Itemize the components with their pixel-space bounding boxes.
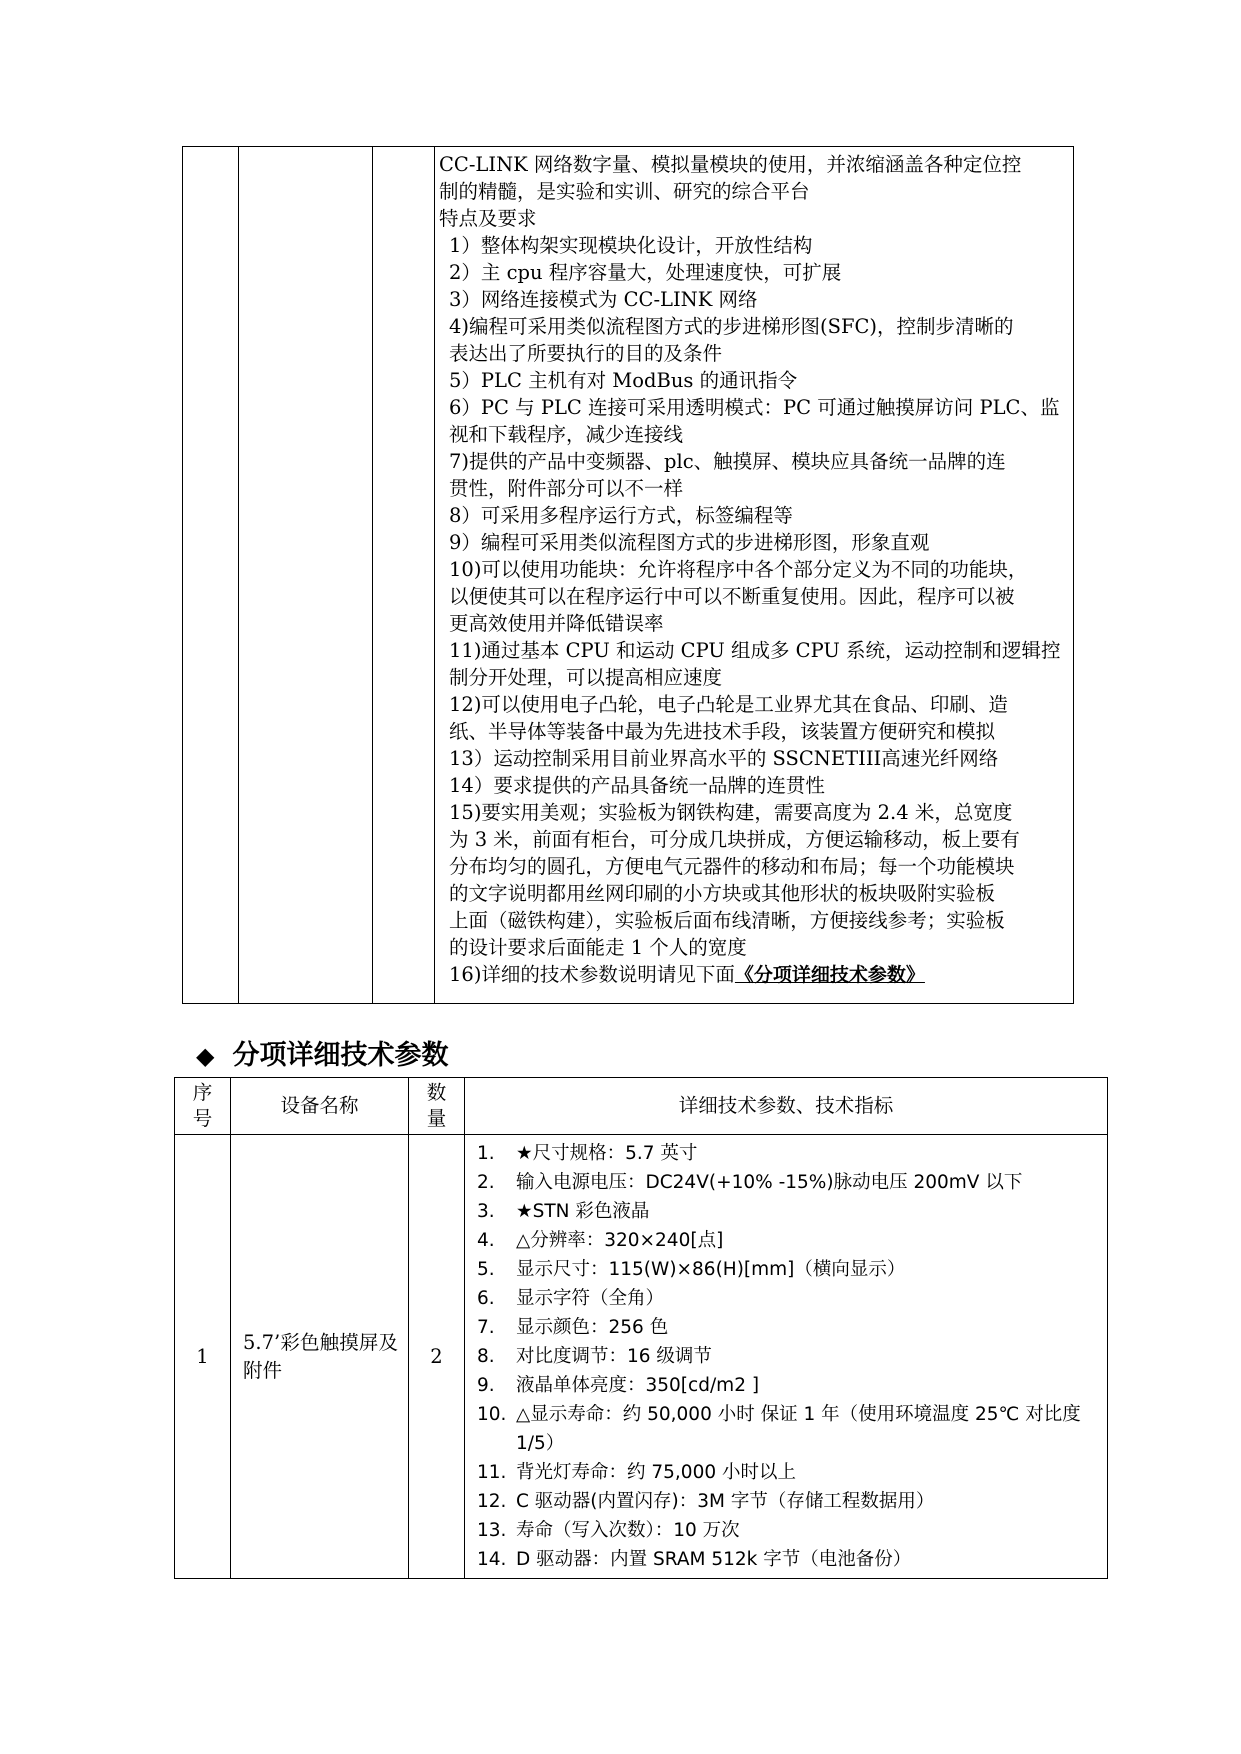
- feature-line: 的设计要求后面能走 1 个人的宽度: [449, 936, 747, 959]
- feature-line: 8）可采用多程序运行方式，标签编程等: [449, 504, 793, 527]
- feature-line: 12)可以使用电子凸轮，电子凸轮是工业界尤其在食品、印刷、造: [449, 693, 1008, 716]
- list-item: [477, 1516, 1103, 1545]
- param-number: 6.: [477, 1288, 495, 1309]
- param-text: 对比度调节：16 级调节: [516, 1346, 712, 1367]
- param-text: △显示寿命：约 50,000 小时 保证 1 年（使用环境温度 25℃ 对比度 1/5）: [516, 1404, 1081, 1454]
- header-row: [175, 1078, 1108, 1135]
- param-number: 14.: [477, 1549, 507, 1570]
- feature-line: 分布均匀的圆孔，方便电气元器件的移动和布局；每一个功能模块: [449, 855, 1015, 878]
- param-text: 显示字符（全角）: [516, 1288, 665, 1309]
- feature-line: 14）要求提供的产品具备统一品牌的连贯性: [449, 774, 825, 797]
- detail-spec-table: [174, 1077, 1108, 1579]
- feature-line: 11)通过基本 CPU 和运动 CPU 组成多 CPU 系统，运动控制和逻辑控: [449, 639, 1061, 662]
- param-number: 4.: [477, 1230, 495, 1251]
- intro-line: 制的精髓，是实验和实训、研究的综合平台: [439, 180, 810, 203]
- list-item: [477, 1545, 1103, 1574]
- continued-spec-table: [182, 146, 1074, 1004]
- param-text: 寿命（写入次数）：10 万次: [516, 1520, 740, 1541]
- feature-line: 4)编程可采用类似流程图方式的步进梯形图(SFC)，控制步清晰的: [449, 315, 1014, 338]
- list-item: [477, 1255, 1103, 1284]
- param-text: 液晶单体亮度：350[cd/m2 ]: [516, 1375, 760, 1396]
- params-list: [477, 1139, 1103, 1574]
- header-qty: 数量: [409, 1078, 465, 1135]
- list-item: [477, 1487, 1103, 1516]
- param-text: △分辨率：320×240[点]: [516, 1230, 724, 1251]
- feature-line: 制分开处理，可以提高相应速度: [449, 666, 723, 689]
- param-text: ★STN 彩色液晶: [516, 1201, 650, 1222]
- param-text: 显示颜色：256 色: [516, 1317, 669, 1338]
- param-text: 显示尺寸：115(W)×86(H)[mm]（横向显示）: [516, 1259, 906, 1280]
- section-heading: [196, 1038, 448, 1074]
- section-title: 分项详细技术参数: [232, 1040, 449, 1071]
- param-number: 1.: [477, 1143, 495, 1164]
- header-name: 设备名称: [231, 1078, 409, 1135]
- feature-line: 2）主 cpu 程序容量大，处理速度快，可扩展: [449, 261, 842, 284]
- list-item: [477, 1197, 1103, 1226]
- header-seq: 序号: [175, 1078, 231, 1135]
- description-cell: [435, 147, 1074, 1004]
- param-text: 背光灯寿命：约 75,000 小时以上: [516, 1462, 796, 1483]
- param-number: 8.: [477, 1346, 495, 1367]
- feature-16-text: 16)详细的技术参数说明请见下面: [449, 963, 735, 986]
- diamond-bullet-icon: ◆: [196, 1042, 215, 1070]
- param-number: 11.: [477, 1462, 507, 1483]
- features-list: [439, 232, 1069, 961]
- feature-line: 表达出了所要执行的目的及条件: [449, 342, 723, 365]
- feature-line: 以便使其可以在程序运行中可以不断重复使用。因此，程序可以被: [449, 585, 1015, 608]
- list-item: [477, 1371, 1103, 1400]
- list-item: [477, 1313, 1103, 1342]
- list-item: [477, 1139, 1103, 1168]
- param-text: D 驱动器：内置 SRAM 512k 字节（电池备份）: [516, 1549, 912, 1570]
- feature-line: 1）整体构架实现模块化设计，开放性结构: [449, 234, 813, 257]
- param-text: C 驱动器(内置闪存)：3M 字节（存储工程数据用）: [516, 1491, 935, 1512]
- spec-reference-link[interactable]: 《分项详细技术参数》: [734, 964, 925, 986]
- feature-line: 15)要实用美观；实验板为钢铁构建，需要高度为 2.4 米，总宽度: [449, 801, 1013, 824]
- param-text: ★尺寸规格：5.7 英寸: [516, 1143, 698, 1164]
- feature-line: 为 3 米，前面有柜台，可分成几块拼成，方便运输移动，板上要有: [449, 828, 1020, 851]
- param-number: 5.: [477, 1259, 495, 1280]
- name-cell-empty: [239, 147, 373, 1004]
- feature-line: 9）编程可采用类似流程图方式的步进梯形图，形象直观: [449, 531, 930, 554]
- feature-line: 3）网络连接模式为 CC-LINK 网络: [449, 288, 758, 311]
- feature-line: 贯性，附件部分可以不一样: [449, 477, 684, 500]
- param-number: 13.: [477, 1520, 507, 1541]
- quantity-cell: 2: [409, 1135, 465, 1579]
- features-title: 特点及要求: [439, 207, 537, 230]
- header-params: 详细技术参数、技术指标: [465, 1078, 1108, 1135]
- param-number: 12.: [477, 1491, 507, 1512]
- feature-line: 6）PC 与 PLC 连接可采用透明模式：PC 可通过触摸屏访问 PLC、监: [449, 396, 1060, 419]
- feature-line: 10)可以使用功能块：允许将程序中各个部分定义为不同的功能块，: [449, 558, 1028, 581]
- list-item: [477, 1342, 1103, 1371]
- feature-line: 7)提供的产品中变频器、plc、触摸屏、模块应具备统一品牌的连: [449, 450, 1006, 473]
- intro-line: CC-LINK 网络数字量、模拟量模块的使用，并浓缩涵盖各种定位控: [439, 153, 1022, 176]
- list-item: [477, 1168, 1103, 1197]
- param-number: 3.: [477, 1201, 495, 1222]
- feature-line: 上面（磁铁构建），实验板后面布线清晰，方便接线参考；实验板: [449, 909, 1005, 932]
- seq-cell-empty: [183, 147, 239, 1004]
- list-item: [477, 1400, 1103, 1458]
- feature-line: 更高效使用并降低错误率: [449, 612, 664, 635]
- feature-line: 13）运动控制采用目前业界高水平的 SSCNETIII高速光纤网络: [449, 747, 999, 770]
- feature-item-16: [439, 961, 1069, 989]
- param-number: 2.: [477, 1172, 495, 1193]
- feature-line: 视和下载程序，减少连接线: [449, 423, 684, 446]
- seq-cell: 1: [175, 1135, 231, 1579]
- param-number: 7.: [477, 1317, 495, 1338]
- param-number: 9.: [477, 1375, 495, 1396]
- qty-cell-empty: [373, 147, 435, 1004]
- table-row: [175, 1135, 1108, 1579]
- feature-line: 的文字说明都用丝网印刷的小方块或其他形状的板块吸附实验板: [449, 882, 996, 905]
- list-item: [477, 1284, 1103, 1313]
- params-cell: [465, 1135, 1108, 1579]
- list-item: [477, 1226, 1103, 1255]
- list-item: [477, 1458, 1103, 1487]
- param-text: 输入电源电压：DC24V(+10% -15%)脉动电压 200mV 以下: [516, 1172, 1023, 1193]
- feature-line: 纸、半导体等装备中最为先进技术手段，该装置方便研究和模拟: [449, 720, 996, 743]
- device-name-cell: 5.7’彩色触摸屏及附件: [231, 1135, 409, 1579]
- table-row: [183, 147, 1074, 1004]
- param-number: 10.: [477, 1404, 507, 1425]
- feature-line: 5）PLC 主机有对 ModBus 的通讯指令: [449, 369, 798, 392]
